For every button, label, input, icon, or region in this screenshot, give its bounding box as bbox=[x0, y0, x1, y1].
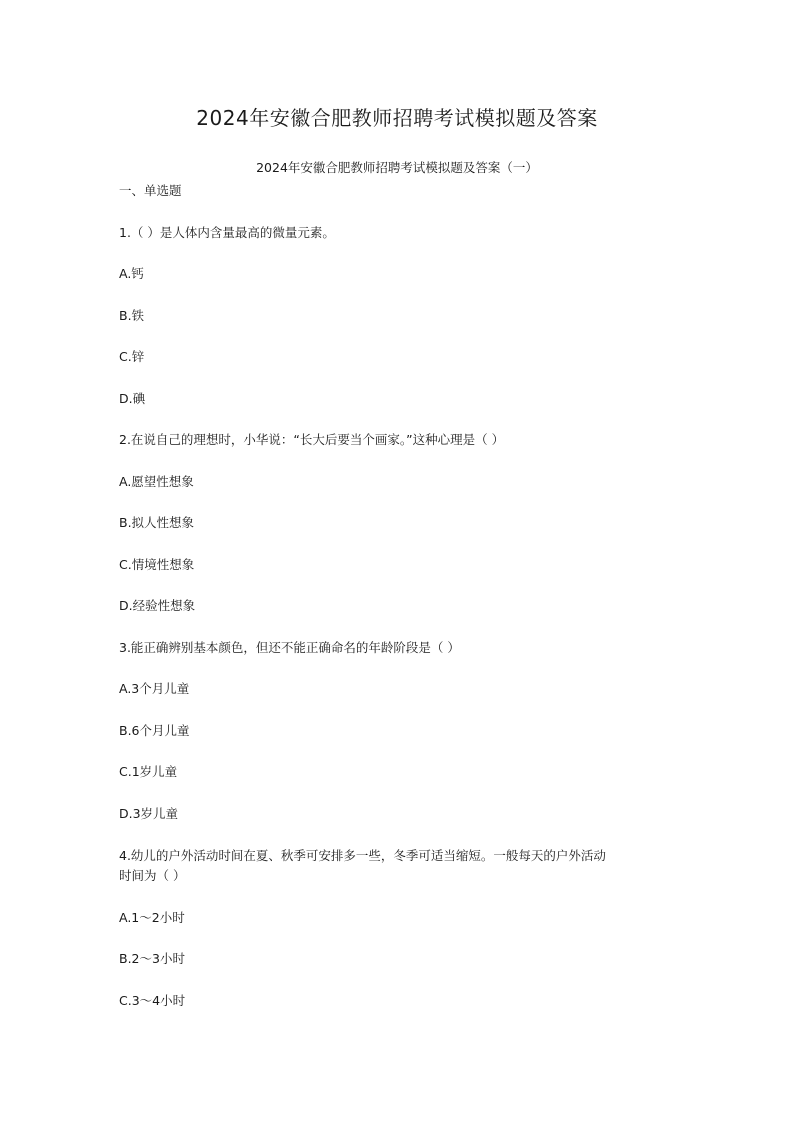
question-1-option-b: B.铁 bbox=[119, 308, 145, 323]
document-subtitle: 2024年安徽合肥教师招聘考试模拟题及答案（一） bbox=[256, 160, 538, 175]
question-3-option-d: D.3岁儿童 bbox=[119, 806, 179, 821]
question-2-option-a: A.愿望性想象 bbox=[119, 474, 194, 489]
question-3-option-c: C.1岁儿童 bbox=[119, 764, 178, 779]
question-2-prompt: 2.在说自己的理想时，小华说：“长大后要当个画家。”这种心理是（ ） bbox=[119, 432, 505, 447]
question-1-option-c: C.锌 bbox=[119, 349, 145, 364]
question-2-option-d: D.经验性想象 bbox=[119, 598, 196, 613]
question-2-option-c: C.情境性想象 bbox=[119, 557, 195, 572]
question-4-prompt-line-1: 4.幼儿的户外活动时间在夏、秋季可安排多一些，冬季可适当缩短。一般每天的户外活动 bbox=[119, 848, 606, 863]
question-2-option-b: B.拟人性想象 bbox=[119, 515, 195, 530]
question-4-prompt-line-2: 时间为（ ） bbox=[119, 868, 186, 883]
question-1-prompt: 1.（ ）是人体内含量最高的微量元素。 bbox=[119, 225, 335, 240]
question-3-option-a: A.3个月儿童 bbox=[119, 681, 190, 696]
question-3-option-b: B.6个月儿童 bbox=[119, 723, 190, 738]
question-1-option-d: D.碘 bbox=[119, 391, 146, 406]
question-4-option-a: A.1～2小时 bbox=[119, 910, 185, 925]
section-heading: 一、单选题 bbox=[119, 183, 182, 198]
question-4-option-b: B.2～3小时 bbox=[119, 951, 185, 966]
document-title: 2024年安徽合肥教师招聘考试模拟题及答案 bbox=[196, 106, 598, 130]
question-1-option-a: A.钙 bbox=[119, 266, 144, 281]
question-3-prompt: 3.能正确辨别基本颜色，但还不能正确命名的年龄阶段是（ ） bbox=[119, 640, 460, 655]
question-4-option-c: C.3～4小时 bbox=[119, 993, 186, 1008]
